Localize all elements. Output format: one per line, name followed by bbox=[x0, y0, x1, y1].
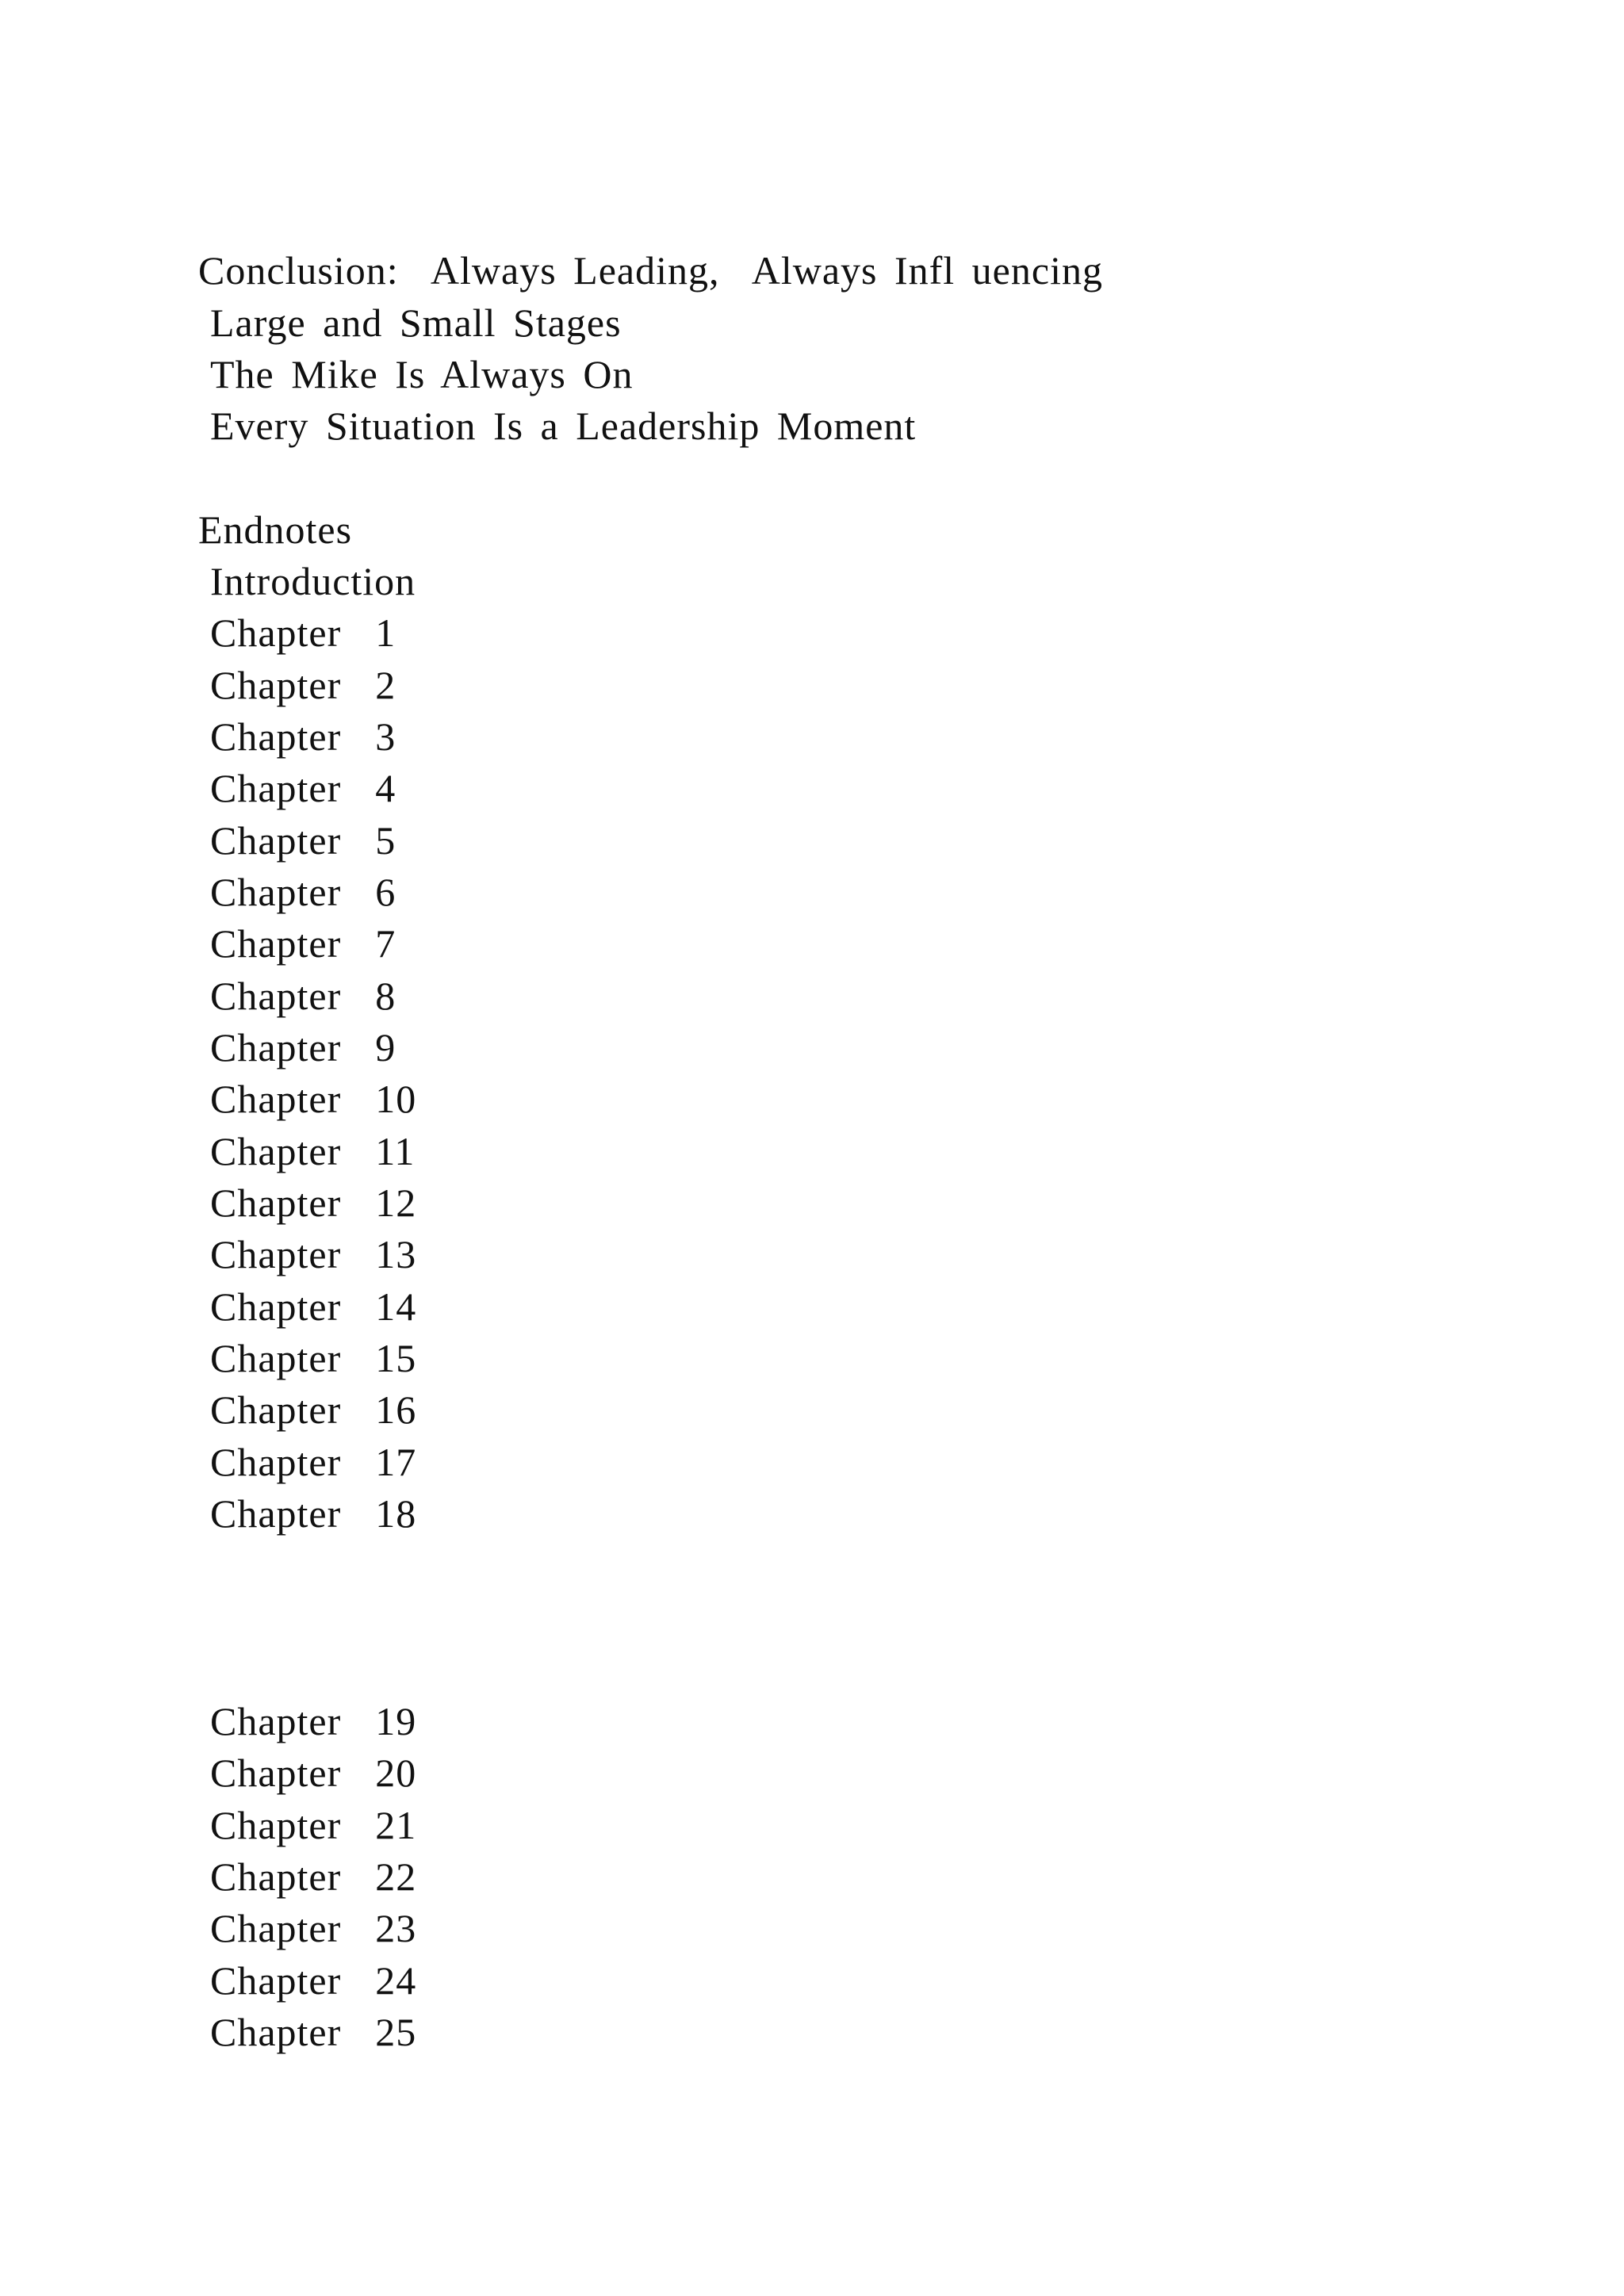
conclusion-heading: Conclusion: Always Leading, Always Infl uencing bbox=[198, 248, 1103, 293]
endnotes-item: Chapter 24 bbox=[210, 1958, 417, 2003]
endnotes-item: Introduction bbox=[210, 559, 416, 603]
endnotes-item: Chapter 1 bbox=[210, 610, 396, 655]
endnotes-item: Chapter 22 bbox=[210, 1854, 417, 1899]
endnotes-item: Chapter 17 bbox=[210, 1440, 417, 1484]
endnotes-item: Chapter 14 bbox=[210, 1284, 417, 1329]
endnotes-item: Chapter 20 bbox=[210, 1751, 417, 1795]
endnotes-item: Chapter 23 bbox=[210, 1906, 417, 1950]
conclusion-item: The Mike Is Always On bbox=[210, 352, 634, 396]
endnotes-item: Chapter 7 bbox=[210, 921, 396, 966]
endnotes-item: Chapter 11 bbox=[210, 1129, 416, 1173]
conclusion-item: Large and Small Stages bbox=[210, 300, 622, 345]
endnotes-item: Chapter 19 bbox=[210, 1699, 417, 1743]
endnotes-item: Chapter 21 bbox=[210, 1803, 417, 1847]
endnotes-item: Chapter 3 bbox=[210, 714, 396, 759]
endnotes-item: Chapter 12 bbox=[210, 1181, 417, 1225]
endnotes-item: Chapter 2 bbox=[210, 663, 396, 707]
endnotes-item: Chapter 13 bbox=[210, 1232, 417, 1276]
endnotes-item: Chapter 25 bbox=[210, 2010, 417, 2054]
endnotes-item: Chapter 16 bbox=[210, 1387, 417, 1432]
endnotes-item: Chapter 10 bbox=[210, 1077, 417, 1121]
endnotes-item: Chapter 6 bbox=[210, 870, 396, 914]
endnotes-item: Chapter 18 bbox=[210, 1491, 417, 1536]
endnotes-item: Chapter 4 bbox=[210, 766, 396, 810]
endnotes-heading: Endnotes bbox=[198, 507, 353, 552]
endnotes-item: Chapter 5 bbox=[210, 818, 396, 863]
endnotes-item: Chapter 9 bbox=[210, 1025, 396, 1070]
conclusion-item: Every Situation Is a Leadership Moment bbox=[210, 404, 917, 448]
endnotes-item: Chapter 8 bbox=[210, 974, 396, 1018]
endnotes-item: Chapter 15 bbox=[210, 1336, 417, 1380]
